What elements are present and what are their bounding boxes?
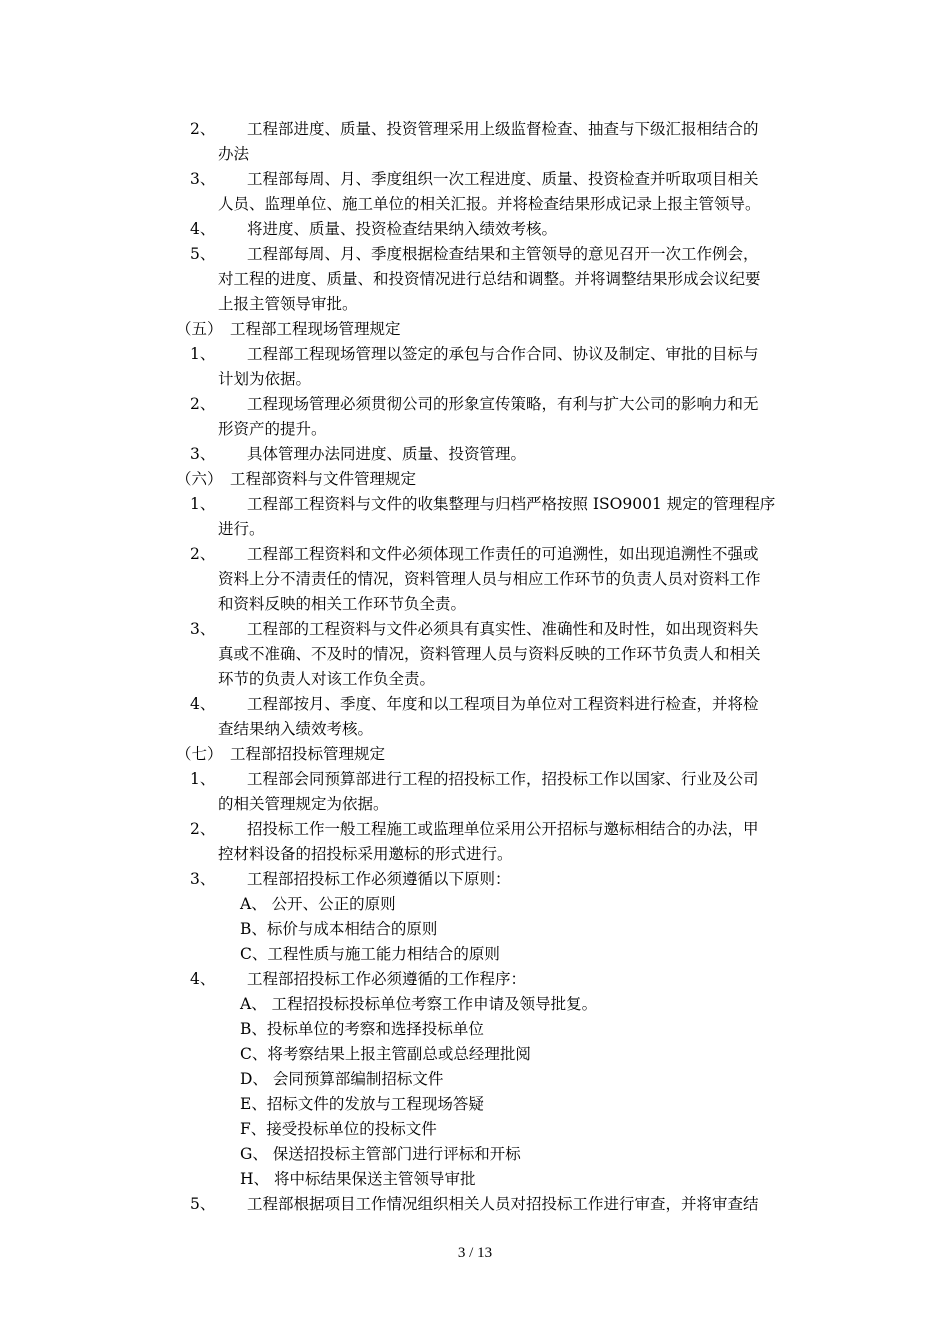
item-text: 工程部工程资料与文件的收集整理与归档严格按照 ISO9001 规定的管理程序 (247, 495, 776, 513)
sub-item: E、招标文件的发放与工程现场答疑 (240, 1095, 484, 1113)
text-line (0, 967, 950, 992)
item-continuation: 人员、监理单位、施工单位的相关汇报。并将检查结果形成记录上报主管领导。 (218, 195, 761, 213)
item-text: 工程部会同预算部进行工程的招投标工作，招投标工作以国家、行业及公司 (247, 770, 759, 788)
section-heading: 工程部资料与文件管理规定 (230, 470, 417, 488)
text-line (0, 292, 950, 317)
item-number: 2、 (190, 545, 216, 563)
item-text: 工程部每周、月、季度组织一次工程进度、质量、投资检查并听取项目相关 (247, 170, 759, 188)
sub-item: F、接受投标单位的投标文件 (240, 1120, 437, 1138)
text-line (0, 867, 950, 892)
section-heading: 工程部招投标管理规定 (230, 745, 386, 763)
item-number: 3、 (190, 870, 216, 888)
item-number: 2、 (190, 120, 216, 138)
item-number: 4、 (190, 695, 216, 713)
text-line (0, 792, 950, 817)
text-line (0, 742, 950, 767)
sub-item: D、 会同预算部编制招标文件 (240, 1070, 444, 1088)
text-line (0, 592, 950, 617)
item-number: 3、 (190, 445, 216, 463)
item-number: 5、 (190, 245, 216, 263)
sub-item: H、 将中标结果保送主管领导审批 (240, 1170, 476, 1188)
text-line (0, 1192, 950, 1217)
text-line (0, 542, 950, 567)
item-text: 工程部每周、月、季度根据检查结果和主管领导的意见召开一次工作例会， (247, 245, 759, 263)
text-line (0, 1092, 950, 1117)
item-continuation: 对工程的进度、质量、和投资情况进行总结和调整。并将调整结果形成会议纪要 (218, 270, 761, 288)
item-continuation: 计划为依据。 (218, 370, 312, 388)
sub-item: C、将考察结果上报主管副总或总经理批阅 (240, 1045, 531, 1063)
sub-item: B、标价与成本相结合的原则 (240, 920, 438, 938)
item-text: 将进度、质量、投资检查结果纳入绩效考核。 (247, 220, 558, 238)
item-continuation: 资料上分不清责任的情况，资料管理人员与相应工作环节的负责人员对资料工作 (218, 570, 761, 588)
item-continuation: 查结果纳入绩效考核。 (218, 720, 374, 738)
text-line (0, 1117, 950, 1142)
text-line (0, 667, 950, 692)
text-line (0, 767, 950, 792)
text-line (0, 842, 950, 867)
item-continuation: 环节的负责人对该工作负全责。 (218, 670, 436, 688)
sub-item: A、 工程招投标投标单位考察工作申请及领导批复。 (240, 995, 598, 1013)
item-text: 工程部进度、质量、投资管理采用上级监督检查、抽查与下级汇报相结合的 (247, 120, 759, 138)
text-line (0, 417, 950, 442)
text-line (0, 567, 950, 592)
item-number: 2、 (190, 820, 216, 838)
text-line (0, 317, 950, 342)
section-number: （七） (176, 745, 223, 763)
text-line (0, 342, 950, 367)
item-continuation: 真或不准确、不及时的情况，资料管理人员与资料反映的工作环节负责人和相关 (218, 645, 761, 663)
item-continuation: 控材料设备的招投标采用邀标的形式进行。 (218, 845, 513, 863)
item-number: 5、 (190, 1195, 216, 1213)
item-text: 工程部招投标工作必须遵循以下原则： (247, 870, 511, 888)
item-continuation: 的相关管理规定为依据。 (218, 795, 389, 813)
text-line (0, 1042, 950, 1067)
item-text: 工程部工程现场管理以签定的承包与合作合同、协议及制定、审批的目标与 (247, 345, 759, 363)
item-number: 3、 (190, 170, 216, 188)
text-line (0, 492, 950, 517)
section-number: （六） (176, 470, 223, 488)
text-line (0, 617, 950, 642)
text-line (0, 142, 950, 167)
item-text: 具体管理办法同进度、质量、投资管理。 (247, 445, 527, 463)
section-heading: 工程部工程现场管理规定 (230, 320, 401, 338)
item-text: 招投标工作一般工程施工或监理单位采用公开招标与邀标相结合的办法，甲 (247, 820, 759, 838)
text-line (0, 217, 950, 242)
text-line (0, 917, 950, 942)
item-number: 4、 (190, 220, 216, 238)
text-line (0, 1067, 950, 1092)
item-continuation: 进行。 (218, 520, 265, 538)
item-text: 工程部招投标工作必须遵循的工作程序： (247, 970, 527, 988)
text-line (0, 692, 950, 717)
text-line (0, 367, 950, 392)
text-line (0, 817, 950, 842)
text-line (0, 942, 950, 967)
item-number: 1、 (190, 345, 216, 363)
section-number: （五） (176, 320, 223, 338)
text-line (0, 267, 950, 292)
item-continuation: 和资料反映的相关工作环节负全责。 (218, 595, 467, 613)
item-number: 1、 (190, 770, 216, 788)
sub-item: A、 公开、公正的原则 (240, 895, 396, 913)
text-line (0, 642, 950, 667)
text-line (0, 467, 950, 492)
item-number: 4、 (190, 970, 216, 988)
item-continuation: 上报主管领导审批。 (218, 295, 358, 313)
item-continuation: 办法 (218, 145, 250, 163)
item-text: 工程部根据项目工作情况组织相关人员对招投标工作进行审查，并将审查结 (247, 1195, 759, 1213)
text-line (0, 992, 950, 1017)
text-line (0, 242, 950, 267)
text-line (0, 517, 950, 542)
text-line (0, 167, 950, 192)
text-line (0, 1017, 950, 1042)
item-text: 工程部工程资料和文件必须体现工作责任的可追溯性，如出现追溯性不强或 (247, 545, 759, 563)
page-number: 3 / 13 (457, 1245, 493, 1261)
item-text: 工程部按月、季度、年度和以工程项目为单位对工程资料进行检查，并将检 (247, 695, 759, 713)
item-continuation: 形资产的提升。 (218, 420, 327, 438)
item-number: 2、 (190, 395, 216, 413)
item-text: 工程部的工程资料与文件必须具有真实性、准确性和及时性，如出现资料失 (247, 620, 759, 638)
item-text: 工程现场管理必须贯彻公司的形象宣传策略，有利与扩大公司的影响力和无 (247, 395, 759, 413)
sub-item: B、投标单位的考察和选择投标单位 (240, 1020, 484, 1038)
item-number: 1、 (190, 495, 216, 513)
text-line (0, 1142, 950, 1167)
text-line (0, 392, 950, 417)
item-number: 3、 (190, 620, 216, 638)
text-line (0, 717, 950, 742)
sub-item: G、 保送招投标主管部门进行评标和开标 (240, 1145, 521, 1163)
text-line (0, 892, 950, 917)
text-line (0, 192, 950, 217)
text-line (0, 442, 950, 467)
sub-item: C、工程性质与施工能力相结合的原则 (240, 945, 500, 963)
text-line (0, 117, 950, 142)
text-line (0, 1167, 950, 1192)
